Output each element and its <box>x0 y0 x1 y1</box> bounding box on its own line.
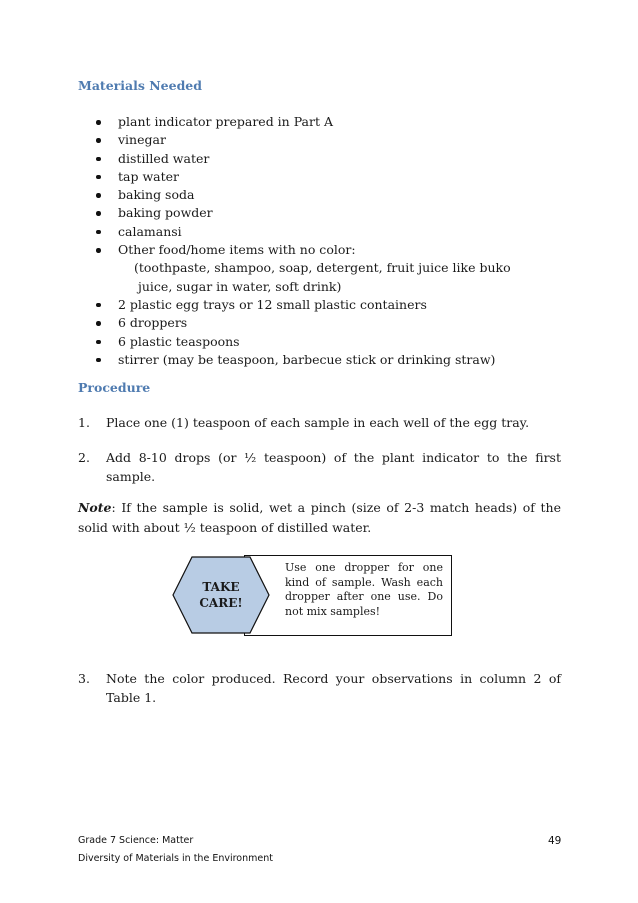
list-item: baking soda <box>96 186 511 204</box>
list-item: distilled water <box>96 150 511 168</box>
step-number: 3. <box>78 671 90 686</box>
list-item: baking powder <box>96 204 511 222</box>
step-text: Note the color produced. Record your observations in column 2 of Table 1. <box>106 671 561 705</box>
step-number: 1. <box>78 415 90 430</box>
take-care-line-1: TAKE <box>202 580 240 594</box>
list-item: tap water <box>96 168 511 186</box>
procedure-heading: Procedure <box>78 380 151 395</box>
step-text: Place one (1) teaspoon of each sample in each well of the egg tray. <box>106 415 530 430</box>
page-number: 49 <box>548 835 562 847</box>
list-item-continuation: (toothpaste, shampoo, soap, detergent, fruit juice like buko <box>134 260 511 276</box>
list-item: calamansi <box>96 223 511 241</box>
list-item: plant indicator prepared in Part A <box>96 113 511 131</box>
callout-text: Use one dropper for one kind of sample. Wash each dropper after one use. Do not mix samples! <box>285 561 443 618</box>
list-item: stirrer (may be teaspoon, barbecue stick or drinking straw) <box>96 351 511 369</box>
step-text: Add 8-10 drops (or ½ teaspoon) of the plant indicator to the first sample. <box>106 450 561 484</box>
take-care-label <box>172 579 270 611</box>
list-item: vinegar <box>96 131 511 149</box>
list-item: 2 plastic egg trays or 12 small plastic containers <box>96 296 511 314</box>
list-item: 6 plastic teaspoons <box>96 333 511 351</box>
take-care-line-2: CARE! <box>199 596 243 610</box>
list-item: 6 droppers <box>96 314 511 332</box>
note-text: : If the sample is solid, wet a pinch (size of 2-3 match heads) of the solid with about ½ teaspoon of distilled water. <box>78 500 561 535</box>
footer-unit: Diversity of Materials in the Environment <box>78 853 273 864</box>
note-label: Note <box>78 500 112 515</box>
step-number: 2. <box>78 450 90 465</box>
materials-heading: Materials Needed <box>78 78 202 93</box>
footer-course: Grade 7 Science: Matter <box>78 835 194 846</box>
materials-list <box>96 113 511 369</box>
procedure-note <box>78 498 561 538</box>
list-item: Other food/home items with no color: <box>96 241 511 259</box>
list-item-continuation: juice, sugar in water, soft drink) <box>138 278 342 294</box>
